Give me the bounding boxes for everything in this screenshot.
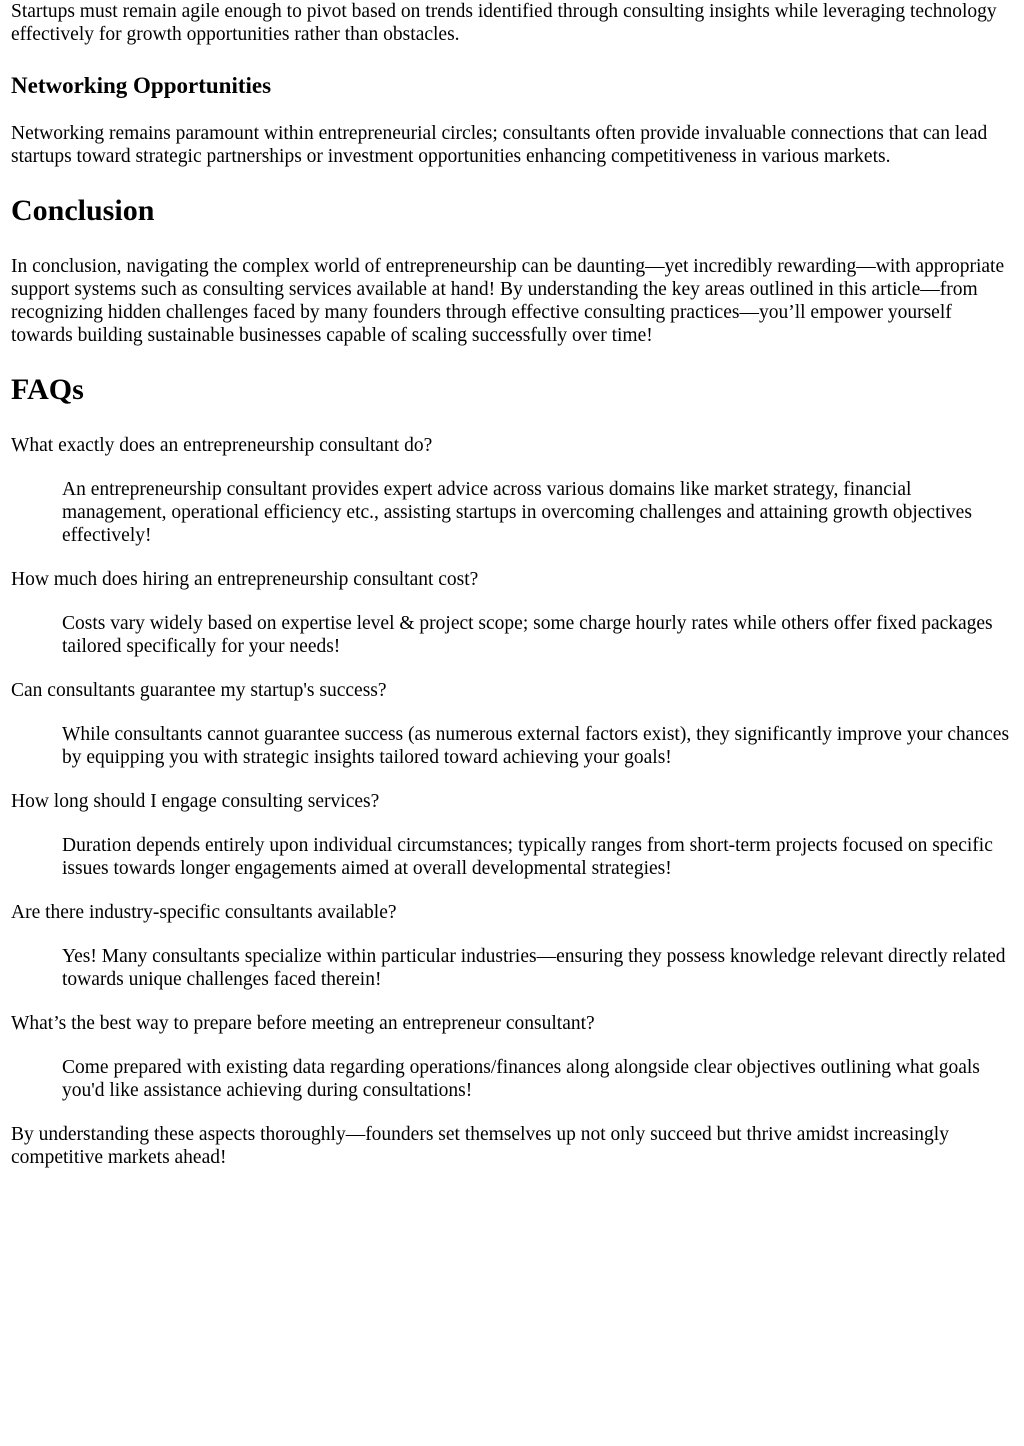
faq-answer: Yes! Many consultants specialize within particular industries—ensuring they possess knowledge relevant directly related towards unique challenges faced therein! (62, 946, 1006, 990)
networking-paragraph: Networking remains paramount within entrepreneurial circles; consultants often provide invaluable connections that can lead startups toward strategic partnerships or investment opportunities enhancing competitiveness in various markets. (11, 123, 988, 167)
faq-question: Can consultants guarantee my startup's success? (11, 680, 387, 701)
faq-question: Are there industry-specific consultants available? (11, 902, 397, 923)
faq-question: How much does hiring an entrepreneurship consultant cost? (11, 569, 479, 590)
faq-question: What exactly does an entrepreneurship consultant do? (11, 435, 433, 456)
intro-paragraph: Startups must remain agile enough to pivot based on trends identified through consulting insights while leveraging technology effectively for growth opportunities rather than obstacles. (11, 1, 997, 45)
faqs-heading: FAQs (11, 373, 84, 406)
faq-list (11, 434, 1012, 1123)
networking-heading: Networking Opportunities (11, 73, 272, 98)
faq-answer: Costs vary widely based on expertise level & project scope; some charge hourly rates while others offer fixed packages tailored specifically for your needs! (62, 613, 993, 657)
faq-answer: Come prepared with existing data regarding operations/finances along alongside clear objectives outlining what goals you'd like assistance achieving during consultations! (62, 1057, 980, 1101)
conclusion-paragraph: In conclusion, navigating the complex world of entrepreneurship can be daunting—yet incredibly rewarding—with appropriate support systems such as consulting services available at hand! By understanding the key areas outlined in this article—from recognizing hidden challenges faced by many founders through effective consulting practices—you’ll empower yourself towards building sustainable businesses capable of scaling successfully over time! (11, 256, 1005, 346)
faq-question: How long should I engage consulting services? (11, 791, 380, 812)
faq-answer: An entrepreneurship consultant provides expert advice across various domains like market strategy, financial management, operational efficiency etc., assisting startups in overcoming challenges and attaining growth objectives effectively! (62, 479, 972, 546)
faq-answer: Duration depends entirely upon individual circumstances; typically ranges from short-term projects focused on specific issues towards longer engagements aimed at overall developmental strategies! (62, 835, 993, 879)
closing-paragraph: By understanding these aspects thoroughly—founders set themselves up not only succeed but thrive amidst increasingly competitive markets ahead! (11, 1124, 949, 1168)
conclusion-heading: Conclusion (11, 194, 155, 227)
faq-answer: While consultants cannot guarantee success (as numerous external factors exist), they significantly improve your chances by equipping you with strategic insights tailored toward achieving your goals! (62, 724, 1010, 768)
faq-question: What’s the best way to prepare before meeting an entrepreneur consultant? (11, 1013, 595, 1034)
